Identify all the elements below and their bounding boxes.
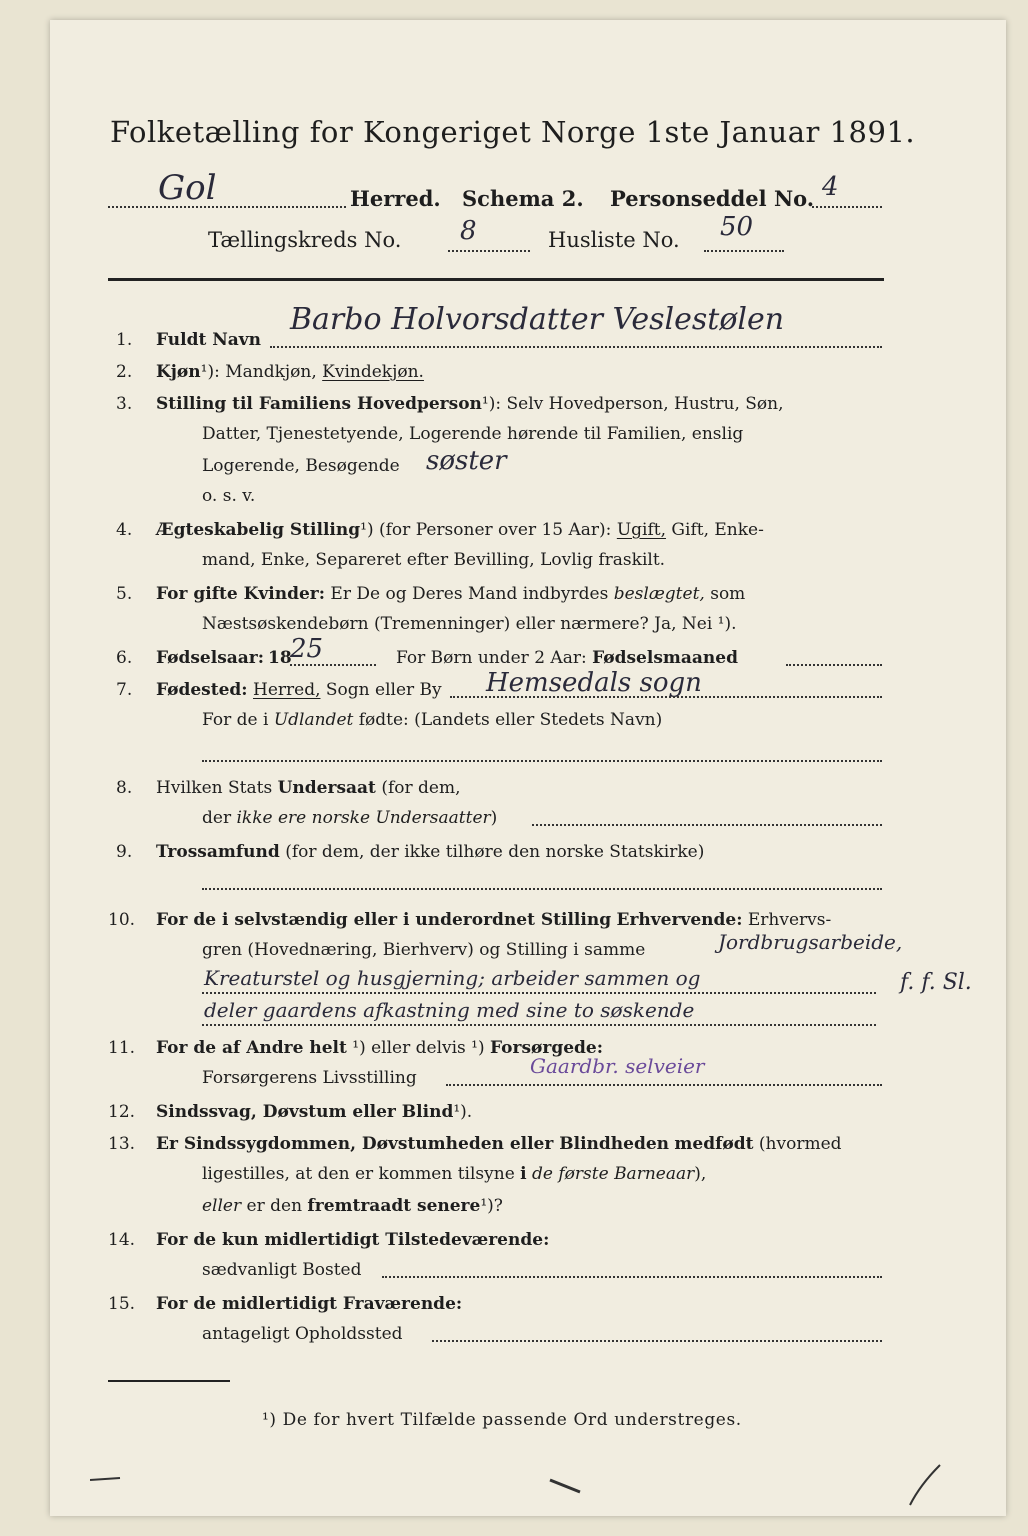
q11-dotline (446, 1084, 882, 1086)
q7-dotline (450, 696, 882, 698)
q4-option-ugift: Ugift, (616, 520, 667, 540)
q13-line2-italic: de første Barneaar (532, 1164, 695, 1184)
q1-value: Barbo Holvorsdatter Veslestølen (290, 302, 785, 337)
husliste-label: Husliste No. (548, 228, 680, 252)
q11-line1a: For de af Andre helt (156, 1038, 347, 1058)
schema-label: Schema 2. (462, 186, 584, 211)
q12-label: Sindssvag, Døvstum eller Blind (156, 1102, 454, 1122)
husliste-dotline (704, 250, 784, 252)
q4-number: 4. (116, 520, 133, 540)
q8-number: 8. (116, 778, 133, 798)
footnote-rule (108, 1380, 230, 1382)
herred-value: Gol (158, 168, 217, 208)
census-form: Folketælling for Kongeriget Norge 1ste Januar 1891. Gol Herred. Schema 2. Personseddel No. 4 Tællingskreds No. 8 Husliste No. 50 1. Fuldt Navn Barbo Holvorsdatter Veslestølen 2. Kjøn¹): Mandkjøn, Kvindekjøn. 3. Stilling til Familiens Hovedperson¹): Selv Hovedperson, Hustru, Søn, Datter, Tjenestetyende, Logerende hørende til Familien, enslig Logerende, Besøgende søster o. s. v. 4. Ægteskabelig Stilling¹) (for Personer over 15 Aar): Ugift, Gift, Enke- mand, Enke, Separeret efter Bevilling, Lovlig fraskilt. 5. For gifte Kvinder: Er De og Deres Mand indbyrdes beslægtet, som Næstsøskendebørn (Tremenninger) eller nærmere? Ja, Nei ¹). 6. Fødselsaar: 18 25 For Børn under 2 Aar: Fødselsmaaned 7. Fødested: Herred, Sogn eller By Hemsedals sogn For de i Udlandet fødte: (Landets eller Stedets Navn) 8. Hvilken Stats Undersaat (for dem, der ikke ere norske Undersaatter) 9. Trossamfund (for dem, der ikke tilhøre den norske Statskirke) 10. For de i selvstændig eller i underordnet Stilling Erhvervende: Erhvervs- gren (Hovednæring, Bierhverv) og Stilling i samme Jordbrugsarbeide, Kreaturstel og husgjerning; arbeider sammen og deler gaardens afkastning med sine to søskende f. f. Sl. 11. For de af Andre helt ¹) eller delvis ¹) Forsørgede: Forsørgerens Livsstilling Gaardbr. selveier 12. Sindssvag, Døvstum eller Blind¹). 13. Er Sindssygdommen, Døvstumheden eller Blindheden medfødt (hvormed ligestilles, at den er kommen tilsyne i de første Barneaar), eller er den fremtraadt senere¹)? 14. For de kun midlertidigt Tilstedeværende: sædvanligt Bosted 15. For de midlertidigt Fraværende: antageligt Opholdssted ¹) De for hvert Tilfælde passende Ord understreges. (50, 20, 1006, 1516)
q8-label-bold: Undersaat (277, 778, 376, 798)
q8-rest: (for dem, (381, 778, 461, 798)
q2-sup: ¹): (200, 362, 220, 382)
q5-line1-end: som (710, 584, 746, 604)
kreds-dotline (448, 250, 530, 252)
personseddel-dotline (812, 206, 882, 208)
q15-label: For de midlertidigt Fraværende: (156, 1294, 463, 1314)
q8-line2-italic: ikke ere norske Undersaatter (236, 808, 491, 828)
q14-dotline (382, 1276, 882, 1278)
q1-number: 1. (116, 330, 133, 350)
q10-value1: Jordbrugsarbeide, (718, 930, 903, 954)
margin-marks (90, 1460, 970, 1510)
q1-dotline (270, 346, 882, 348)
q1-label: Fuldt Navn (156, 330, 262, 350)
q13-line2b: i (520, 1164, 527, 1184)
q10-value3: deler gaardens afkastning med sine to søskende (204, 998, 695, 1022)
q10-line1c: Erhvervs- (747, 910, 832, 930)
q14-number: 14. (108, 1230, 136, 1250)
q8-line2a: der (202, 808, 232, 828)
q4-line2: mand, Enke, Separeret efter Bevilling, Lovlig fraskilt. (202, 550, 666, 570)
herred-label: Herred. (350, 186, 441, 211)
q13-line2a: ligestilles, at den er kommen tilsyne (202, 1164, 515, 1184)
q7-number: 7. (116, 680, 133, 700)
q3-line2: Datter, Tjenestetyende, Logerende hørende til Familien, enslig (202, 424, 744, 444)
q8-label: Hvilken Stats (156, 778, 273, 798)
herred-dotline (108, 206, 346, 208)
q3-number: 3. (116, 394, 133, 414)
q7-line2a: For de i (202, 710, 269, 730)
q15-number: 15. (108, 1294, 136, 1314)
q13-number: 13. (108, 1134, 136, 1154)
q15-dotline (432, 1340, 882, 1342)
q3-line1: Selv Hovedperson, Hustru, Søn, (506, 394, 784, 414)
q6-prefix: 18 (268, 648, 292, 668)
q3-line4: o. s. v. (202, 486, 256, 506)
q5-number: 5. (116, 584, 133, 604)
q9-rest: (for dem, der ikke tilhøre den norske Statskirke) (285, 842, 705, 862)
q11-number: 11. (108, 1038, 136, 1058)
q7-option-herred: Herred, (253, 680, 321, 700)
q13-line3b: fremtraadt senere (307, 1196, 481, 1216)
q11-line1b: ¹) eller delvis ¹) (352, 1038, 485, 1058)
q10-number: 10. (108, 910, 136, 930)
q7-label: Fødested: (156, 680, 248, 700)
q13-line2c: ), (694, 1164, 707, 1184)
q11-line1c: Forsørgede: (490, 1038, 604, 1058)
header-rule (108, 278, 884, 281)
q7-value: Hemsedals sogn (486, 668, 702, 698)
q3-value: søster (426, 446, 507, 476)
q10-margin-note: f. f. Sl. (900, 970, 972, 995)
q10-dotline2 (202, 992, 876, 994)
q2-option-kvindekjon: Kvindekjøn. (322, 362, 424, 382)
q12-number: 12. (108, 1102, 136, 1122)
q5-line1-italic: beslægtet, (613, 584, 705, 604)
q13-line3c: ¹)? (480, 1196, 503, 1216)
q4-pre: (for Personer over 15 Aar): (379, 520, 612, 540)
q6-month-dotline (786, 664, 882, 666)
q13-line1b: medfødt (674, 1134, 754, 1154)
q13-line3a: er den (246, 1196, 303, 1216)
q7-line2-italic: Udlandet (273, 710, 354, 730)
form-title: Folketælling for Kongeriget Norge 1ste Januar 1891. (110, 115, 916, 149)
q2-option-mandkjon: Mandkjøn, (225, 362, 317, 382)
q6-number: 6. (116, 648, 133, 668)
q15-line2: antageligt Opholdssted (202, 1324, 403, 1344)
q14-label: For de kun midlertidigt Tilstedeværende: (156, 1230, 550, 1250)
q5-line2: Næstsøskendebørn (Tremenninger) eller nærmere? Ja, Nei ¹). (202, 614, 737, 634)
q4-label: Ægteskabelig Stilling (156, 520, 361, 540)
q9-number: 9. (116, 842, 133, 862)
q13-line3-italic: eller (202, 1196, 242, 1216)
q9-dotline (202, 888, 882, 890)
q6-label: Fødselsaar: (156, 648, 265, 668)
q14-line2: sædvanligt Bosted (202, 1260, 362, 1280)
q8-dotline (532, 824, 882, 826)
q10-dotline3 (202, 1024, 876, 1026)
q3-line3: Logerende, Besøgende (202, 456, 400, 476)
q13-line1c: (hvormed (758, 1134, 842, 1154)
q13-line1a: Er Sindssygdommen, Døvstumheden eller Blindheden (156, 1134, 670, 1154)
q6-value: 25 (290, 634, 324, 664)
q5-label: For gifte Kvinder: (156, 584, 326, 604)
q9-label: Trossamfund (156, 842, 280, 862)
husliste-value: 50 (720, 212, 754, 242)
q7-rest: Sogn eller By (325, 680, 442, 700)
q2-label: Kjøn (156, 362, 201, 382)
q10-line1a: For de i selvstændig eller i underordnet Stilling (156, 910, 612, 930)
q10-line1b: Erhvervende: (616, 910, 743, 930)
q6-rest-bold: Fødselsmaaned (592, 648, 738, 668)
q7-line2b: fødte: (Landets eller Stedets Navn) (358, 710, 663, 730)
footnote: ¹) De for hvert Tilfælde passende Ord understreges. (262, 1410, 742, 1430)
q4-sup: ¹) (360, 520, 374, 540)
personseddel-value: 4 (822, 172, 839, 202)
personseddel-label: Personseddel No. (610, 186, 815, 211)
q10-line2: gren (Hovednæring, Bierhverv) og Stilling i samme (202, 940, 646, 960)
q2-number: 2. (116, 362, 133, 382)
q6-dotline (290, 664, 376, 666)
q5-line1: Er De og Deres Mand indbyrdes (330, 584, 609, 604)
q12-sup: ¹). (453, 1102, 473, 1122)
q6-rest: For Børn under 2 Aar: (396, 648, 587, 668)
q3-label: Stilling til Familiens Hovedperson (156, 394, 482, 414)
q3-sup: ¹): (481, 394, 502, 414)
q7-abroad-dotline (202, 760, 882, 762)
kreds-label: Tællingskreds No. (208, 228, 402, 252)
q11-value: Gaardbr. selveier (530, 1054, 705, 1078)
q11-line2: Forsørgerens Livsstilling (202, 1068, 417, 1088)
kreds-value: 8 (460, 216, 477, 246)
q4-line1-rest: Gift, Enke- (671, 520, 764, 540)
q10-value2: Kreaturstel og husgjerning; arbeider sammen og (204, 966, 701, 990)
